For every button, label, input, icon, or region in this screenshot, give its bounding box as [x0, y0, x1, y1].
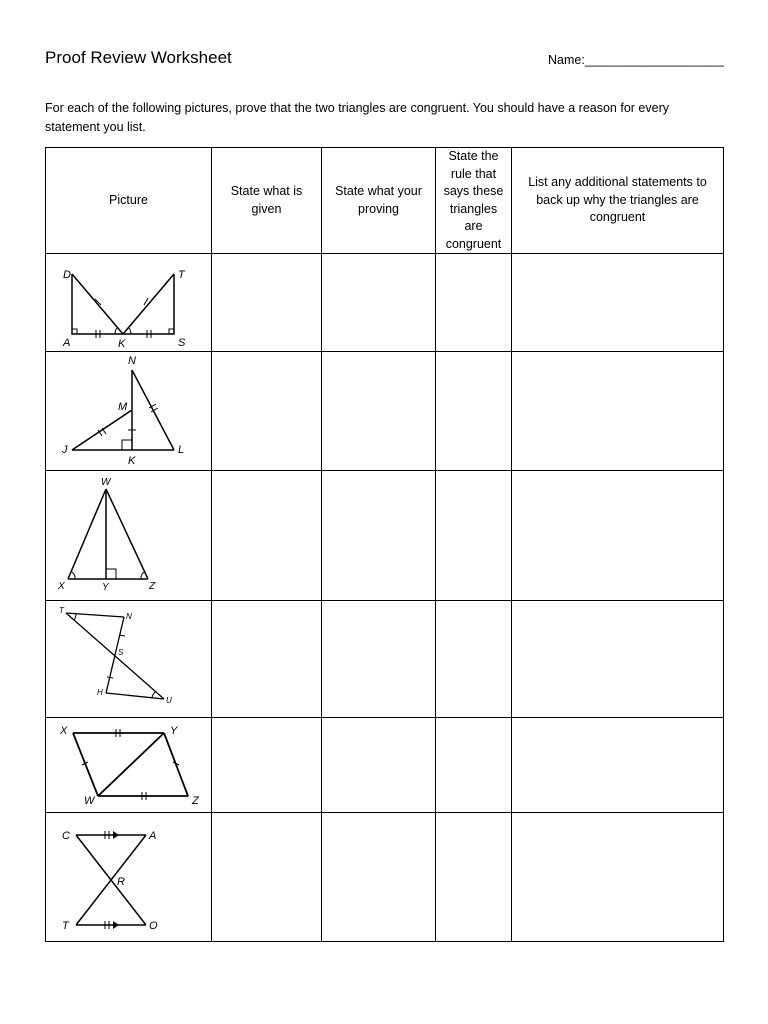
given-cell[interactable] — [212, 718, 322, 813]
given-cell[interactable] — [212, 601, 322, 718]
additional-cell[interactable] — [512, 601, 724, 718]
vertex-label: U — [166, 696, 172, 705]
header-additional: List any additional statements to back up why the triangles are congruent — [512, 148, 724, 254]
vertex-label: W — [101, 477, 111, 488]
vertex-label: T — [62, 920, 69, 932]
vertex-label: A — [63, 337, 71, 349]
vertex-label: C — [62, 830, 70, 842]
picture-cell — [46, 601, 212, 718]
instructions: For each of the following pictures, prove that the two triangles are congruent. You should have a reason for every statement you list. — [45, 101, 669, 134]
additional-cell[interactable] — [512, 471, 724, 601]
rule-cell[interactable] — [436, 254, 512, 352]
name-field-label: Name:____________________ — [548, 53, 724, 67]
vertex-label: T — [178, 269, 185, 281]
vertex-label: N — [126, 612, 132, 621]
triangle-figure-5 — [46, 718, 211, 812]
vertex-label: D — [63, 269, 71, 281]
vertex-label: W — [84, 795, 95, 807]
picture-cell — [46, 718, 212, 813]
triangle-figure-3 — [46, 471, 211, 600]
vertex-label: S — [118, 648, 124, 657]
vertex-label: R — [117, 876, 125, 888]
table-row — [46, 601, 724, 718]
vertex-label: Z — [192, 795, 199, 807]
triangle-figure-6 — [46, 813, 211, 941]
table-row — [46, 254, 724, 352]
vertex-label: O — [149, 920, 158, 932]
table-row — [46, 471, 724, 601]
vertex-label: T — [59, 606, 64, 615]
vertex-label: A — [149, 830, 157, 842]
header-rule: State the rule that says these triangles are congruent — [436, 148, 512, 254]
given-cell[interactable] — [212, 352, 322, 471]
proving-cell[interactable] — [322, 718, 436, 813]
vertex-label: N — [128, 355, 136, 367]
rule-cell[interactable] — [436, 718, 512, 813]
picture-cell — [46, 471, 212, 601]
vertex-label: Y — [102, 582, 109, 593]
given-cell[interactable] — [212, 813, 322, 942]
vertex-label: K — [128, 455, 136, 467]
given-cell[interactable] — [212, 471, 322, 601]
additional-cell[interactable] — [512, 254, 724, 352]
vertex-label: M — [118, 401, 128, 413]
proving-cell[interactable] — [322, 254, 436, 352]
triangle-figure-2 — [46, 352, 211, 470]
vertex-label: L — [178, 444, 185, 456]
vertex-label: K — [118, 338, 126, 350]
header-given: State what is given — [212, 148, 322, 254]
additional-cell[interactable] — [512, 718, 724, 813]
picture-cell — [46, 352, 212, 471]
vertex-label: Z — [149, 581, 156, 592]
proving-cell[interactable] — [322, 601, 436, 718]
table-row — [46, 352, 724, 471]
rule-cell[interactable] — [436, 813, 512, 942]
additional-cell[interactable] — [512, 813, 724, 942]
proof-table — [45, 147, 724, 942]
header-row — [46, 148, 724, 254]
rule-cell[interactable] — [436, 601, 512, 718]
triangle-figure-1 — [46, 254, 211, 351]
vertex-label: J — [62, 444, 68, 456]
table-row — [46, 813, 724, 942]
proving-cell[interactable] — [322, 813, 436, 942]
triangle-figure-4 — [46, 601, 211, 717]
proving-cell[interactable] — [322, 471, 436, 601]
vertex-label: Y — [170, 725, 178, 737]
picture-cell — [46, 254, 212, 352]
header-picture: Picture — [46, 148, 212, 254]
vertex-label: X — [60, 725, 68, 737]
picture-cell — [46, 813, 212, 942]
worksheet-title: Proof Review Worksheet — [45, 48, 232, 67]
vertex-label: H — [97, 688, 103, 697]
header-proving: State what your proving — [322, 148, 436, 254]
additional-cell[interactable] — [512, 352, 724, 471]
rule-cell[interactable] — [436, 352, 512, 471]
proving-cell[interactable] — [322, 352, 436, 471]
vertex-label: S — [178, 337, 186, 349]
vertex-label: X — [58, 581, 65, 592]
rule-cell[interactable] — [436, 471, 512, 601]
table-row — [46, 718, 724, 813]
given-cell[interactable] — [212, 254, 322, 352]
